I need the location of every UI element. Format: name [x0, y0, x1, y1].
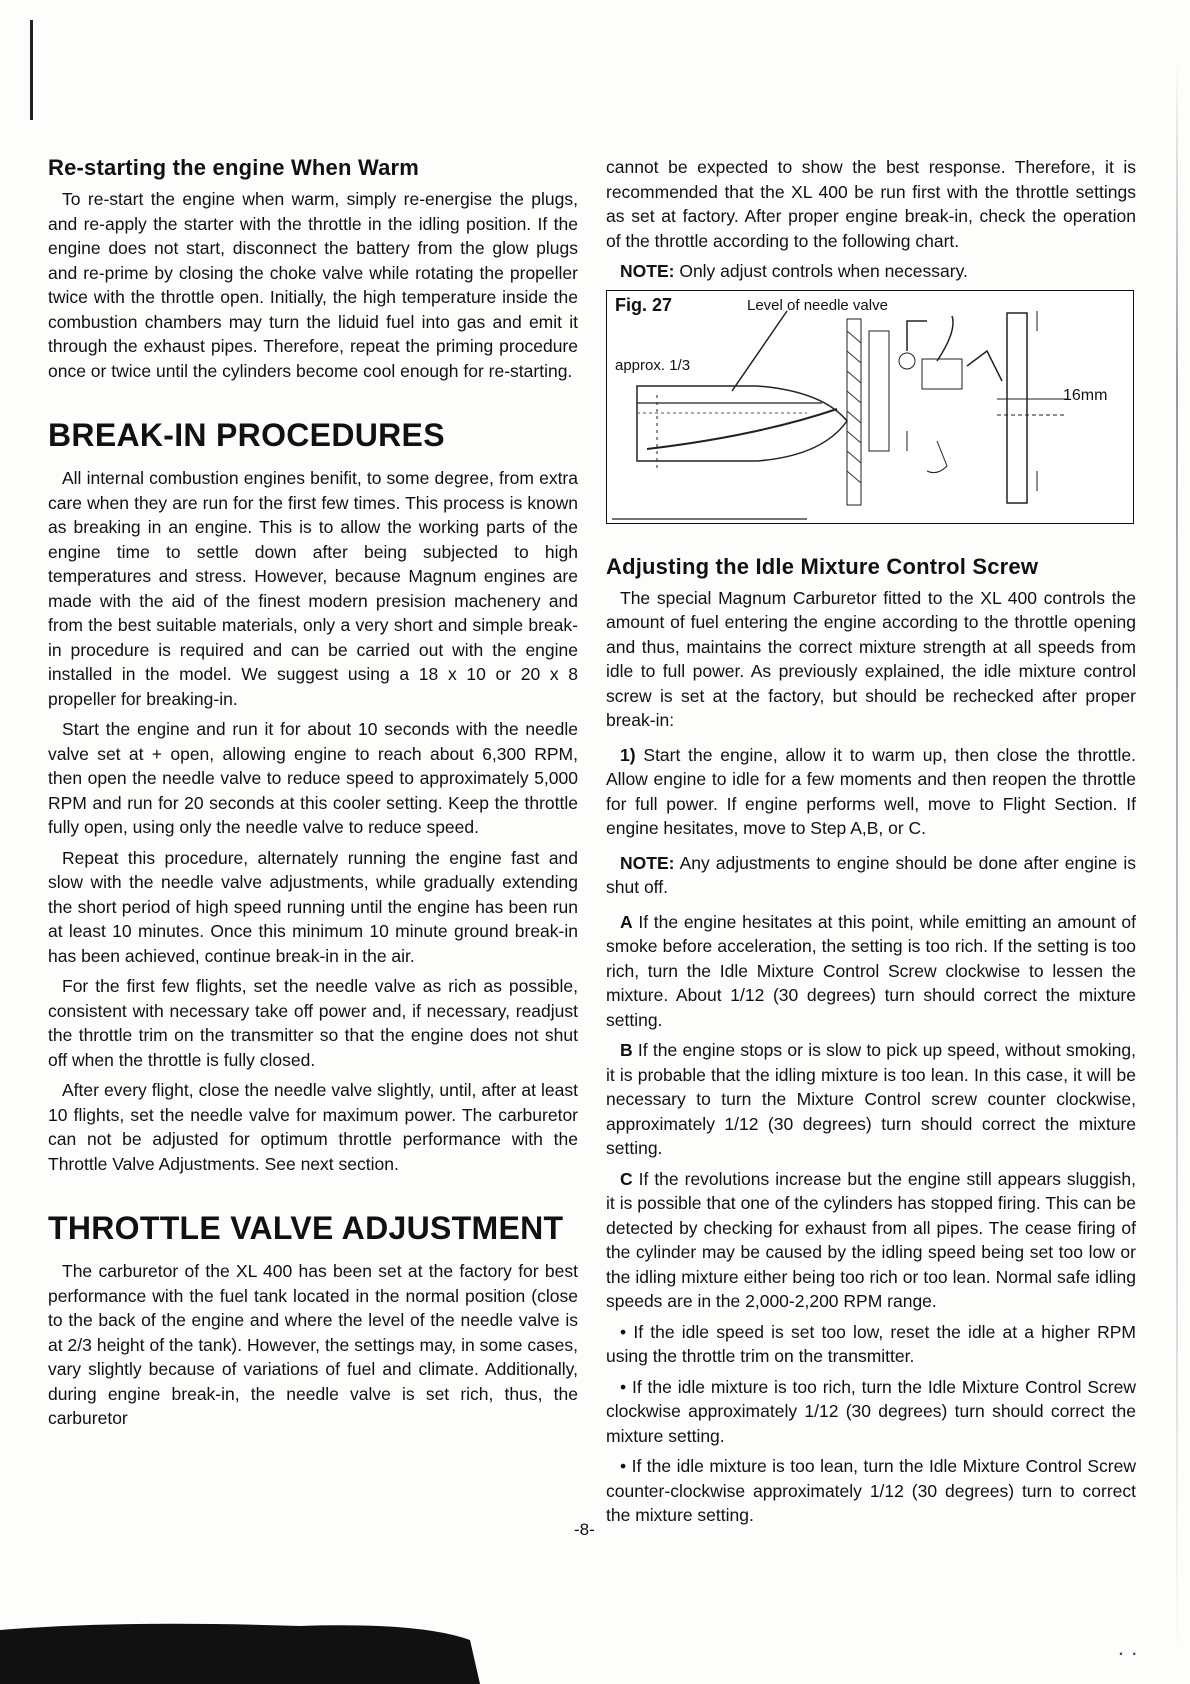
step-c [606, 1167, 1136, 1314]
scan-edge-right [1176, 60, 1178, 1660]
approx-label: approx. 1/3 [615, 356, 691, 374]
step-1 [606, 743, 1136, 841]
step-1-text: Start the engine, allow it to warm up, then close the throttle. Allow engine to idle for a few moments and then reopen the throttle for full power. If engine performs well, move to Flight Section. If engine hesitates, move to Step A,B, or C. [606, 744, 1136, 838]
scan-dots: · · [1117, 1640, 1138, 1665]
engine-tank-diagram [607, 291, 1133, 523]
breakin-paragraph-3: Repeat this procedure, alternately running the engine fast and slow with the needle valve adjustments, while gradually extending the short period of high speed running until the engine has been run at least 10 minutes. Once this minimum 10 minute ground break-in has been achieved, continue break-in in the air. [48, 847, 578, 966]
left-column [48, 155, 578, 1437]
note-2 [606, 851, 1136, 900]
scan-shadow [0, 1610, 480, 1684]
breakin-heading: BREAK-IN PROCEDURES [48, 417, 445, 453]
figure-label: Fig. 27 [615, 294, 673, 315]
dimension-label: 16mm [1063, 386, 1108, 404]
breakin-paragraph-5: After every flight, close the needle valve slightly, until, after at least 10 flights, set the needle valve for maximum power. The carburetor can not be adjusted for optimum throttle performance with the Throttle Valve Adjustments. See next section. [48, 1080, 578, 1174]
breakin-paragraph-4: For the first few flights, set the needle valve as rich as possible, consistent with necessary take off power and, if necessary, readjust the throttle trim on the transmitter so that the engine does not shut off when the throttle is fully closed. [48, 976, 578, 1070]
step-b-label: B [620, 1040, 633, 1060]
step-a-text: If the engine hesitates at this point, while emitting an amount of smoke before acceleration, the setting is too rich. If the setting is too rich, turn the Idle Mixture Control Screw clockwise to lessen the mixture. About 1/12 (30 degrees) turn should correct the mixture setting. [606, 911, 1136, 1030]
idle-paragraph: The special Magnum Carburetor fitted to the XL 400 controls the amount of fuel entering the engine according to the throttle opening and thus, maintains the correct mixture strength at all speeds from idle to full power. As previously explained, the idle mixture control screw is set at the factory, but should be rechecked after proper break-in: [606, 587, 1136, 730]
note-2-label: NOTE: [620, 852, 675, 873]
step-c-text: If the revolutions increase but the engine still appears sluggish, it is possible that one of the cylinders has stopped firing. This can be detected by checking for exhaust from all pipes. The cease firing of the cylinder may be caused by the idling speed being set too low or the idling mixture either being too rich or too lean. Normal safe idling speeds are in the 2,000-2,200 RPM range. [606, 1168, 1136, 1311]
right-column [606, 155, 1136, 1534]
note-2-text: Any adjustments to engine should be done after engine is shut off. [606, 852, 1136, 897]
idle-heading: Adjusting the Idle Mixture Control Screw [606, 553, 1039, 579]
note-1 [606, 259, 1136, 284]
note-1-label: NOTE: [620, 261, 675, 281]
figure-27 [606, 290, 1134, 524]
throttle-paragraph: The carburetor of the XL 400 has been set at the factory for best performance with the fuel tank located in the normal position (close to the back of the engine and where the level of the needle valve is at 2/3 height of the tank). However, the settings may, in some cases, vary slightly because of variations of fuel and climate. Additionally, during engine break-in, the needle valve is set rich, thus, the carburetor [48, 1261, 578, 1428]
step-b-text: If the engine stops or is slow to pick up speed, without smoking, it is probable that the idling mixture is too lean. In this case, it will be necessary to turn the Mixture Control screw counter clockwise, approximately 1/12 (30 degrees) turn should correct the mixture setting. [606, 1040, 1136, 1158]
scan-edge-left [30, 20, 33, 120]
bullet-2: • If the idle mixture is too rich, turn the Idle Mixture Control Screw clockwise approximately 1/12 (30 degrees) turn should correct the mixture setting. [606, 1376, 1136, 1446]
restart-heading: Re-starting the engine When Warm [48, 155, 420, 180]
step-1-label: 1) [620, 744, 636, 765]
step-c-label: C [620, 1168, 633, 1189]
throttle-continued: cannot be expected to show the best response. Therefore, it is recommended that the XL 400 be run first with the throttle settings as set at factory. After proper engine break-in, check the operation of the throttle according to the following chart. [606, 157, 1136, 251]
step-a-label: A [620, 911, 633, 932]
bullet-3: • If the idle mixture is too lean, turn the Idle Mixture Control Screw counter-clockwise approximately 1/12 (30 degrees) turn to correct the mixture setting. [606, 1456, 1136, 1525]
needle-valve-label: Level of needle valve [747, 296, 888, 314]
page-number: -8- [574, 1520, 595, 1539]
breakin-paragraph-1: All internal combustion engines benifit, to some degree, from extra care when they are run for the first few times. This process is known as breaking in an engine. This is to allow the working parts of the engine time to settle down after being subjected to high temperatures and stress. However, because Magnum engines are made with the aid of the finest modern presision machenery and from the best suitable materials, only a very short and simple break-in procedure is required and can be carried out with the engine installed in the model. We suggest using a 18 x 10 or 20 x 8 propeller for breaking-in. [48, 468, 578, 709]
restart-text: To re-start the engine when warm, simply re-energise the plugs, and re-apply the starter with the throttle in the idling position. If the engine does not start, disconnect the battery from the glow plugs and re-prime by closing the choke valve while rotating the propeller twice with the throttle open. Initially, the high temperature inside the combustion chambers may turn the liduid fuel into gas and emit it through the exhaust pipes. Therefore, repeat the priming procedure once or twice until the cylinders become cool enough for re-starting. [48, 189, 578, 381]
step-b [606, 1038, 1136, 1161]
step-a [606, 910, 1136, 1033]
breakin-paragraph-2: Start the engine and run it for about 10 seconds with the needle valve set at + open, allowing engine to reach about 6,300 RPM, then open the needle valve to reduce speed to approximately 5,000 RPM and run for 20 seconds at this cooler setting. Keep the throttle fully open, using only the needle valve to reduce speed. [48, 719, 578, 837]
bullet-1: • If the idle speed is set too low, reset the idle at a higher RPM using the throttle trim on the transmitter. [606, 1321, 1136, 1366]
note-1-text: Only adjust controls when necessary. [679, 261, 968, 281]
throttle-heading: THROTTLE VALVE ADJUSTMENT [48, 1210, 564, 1246]
